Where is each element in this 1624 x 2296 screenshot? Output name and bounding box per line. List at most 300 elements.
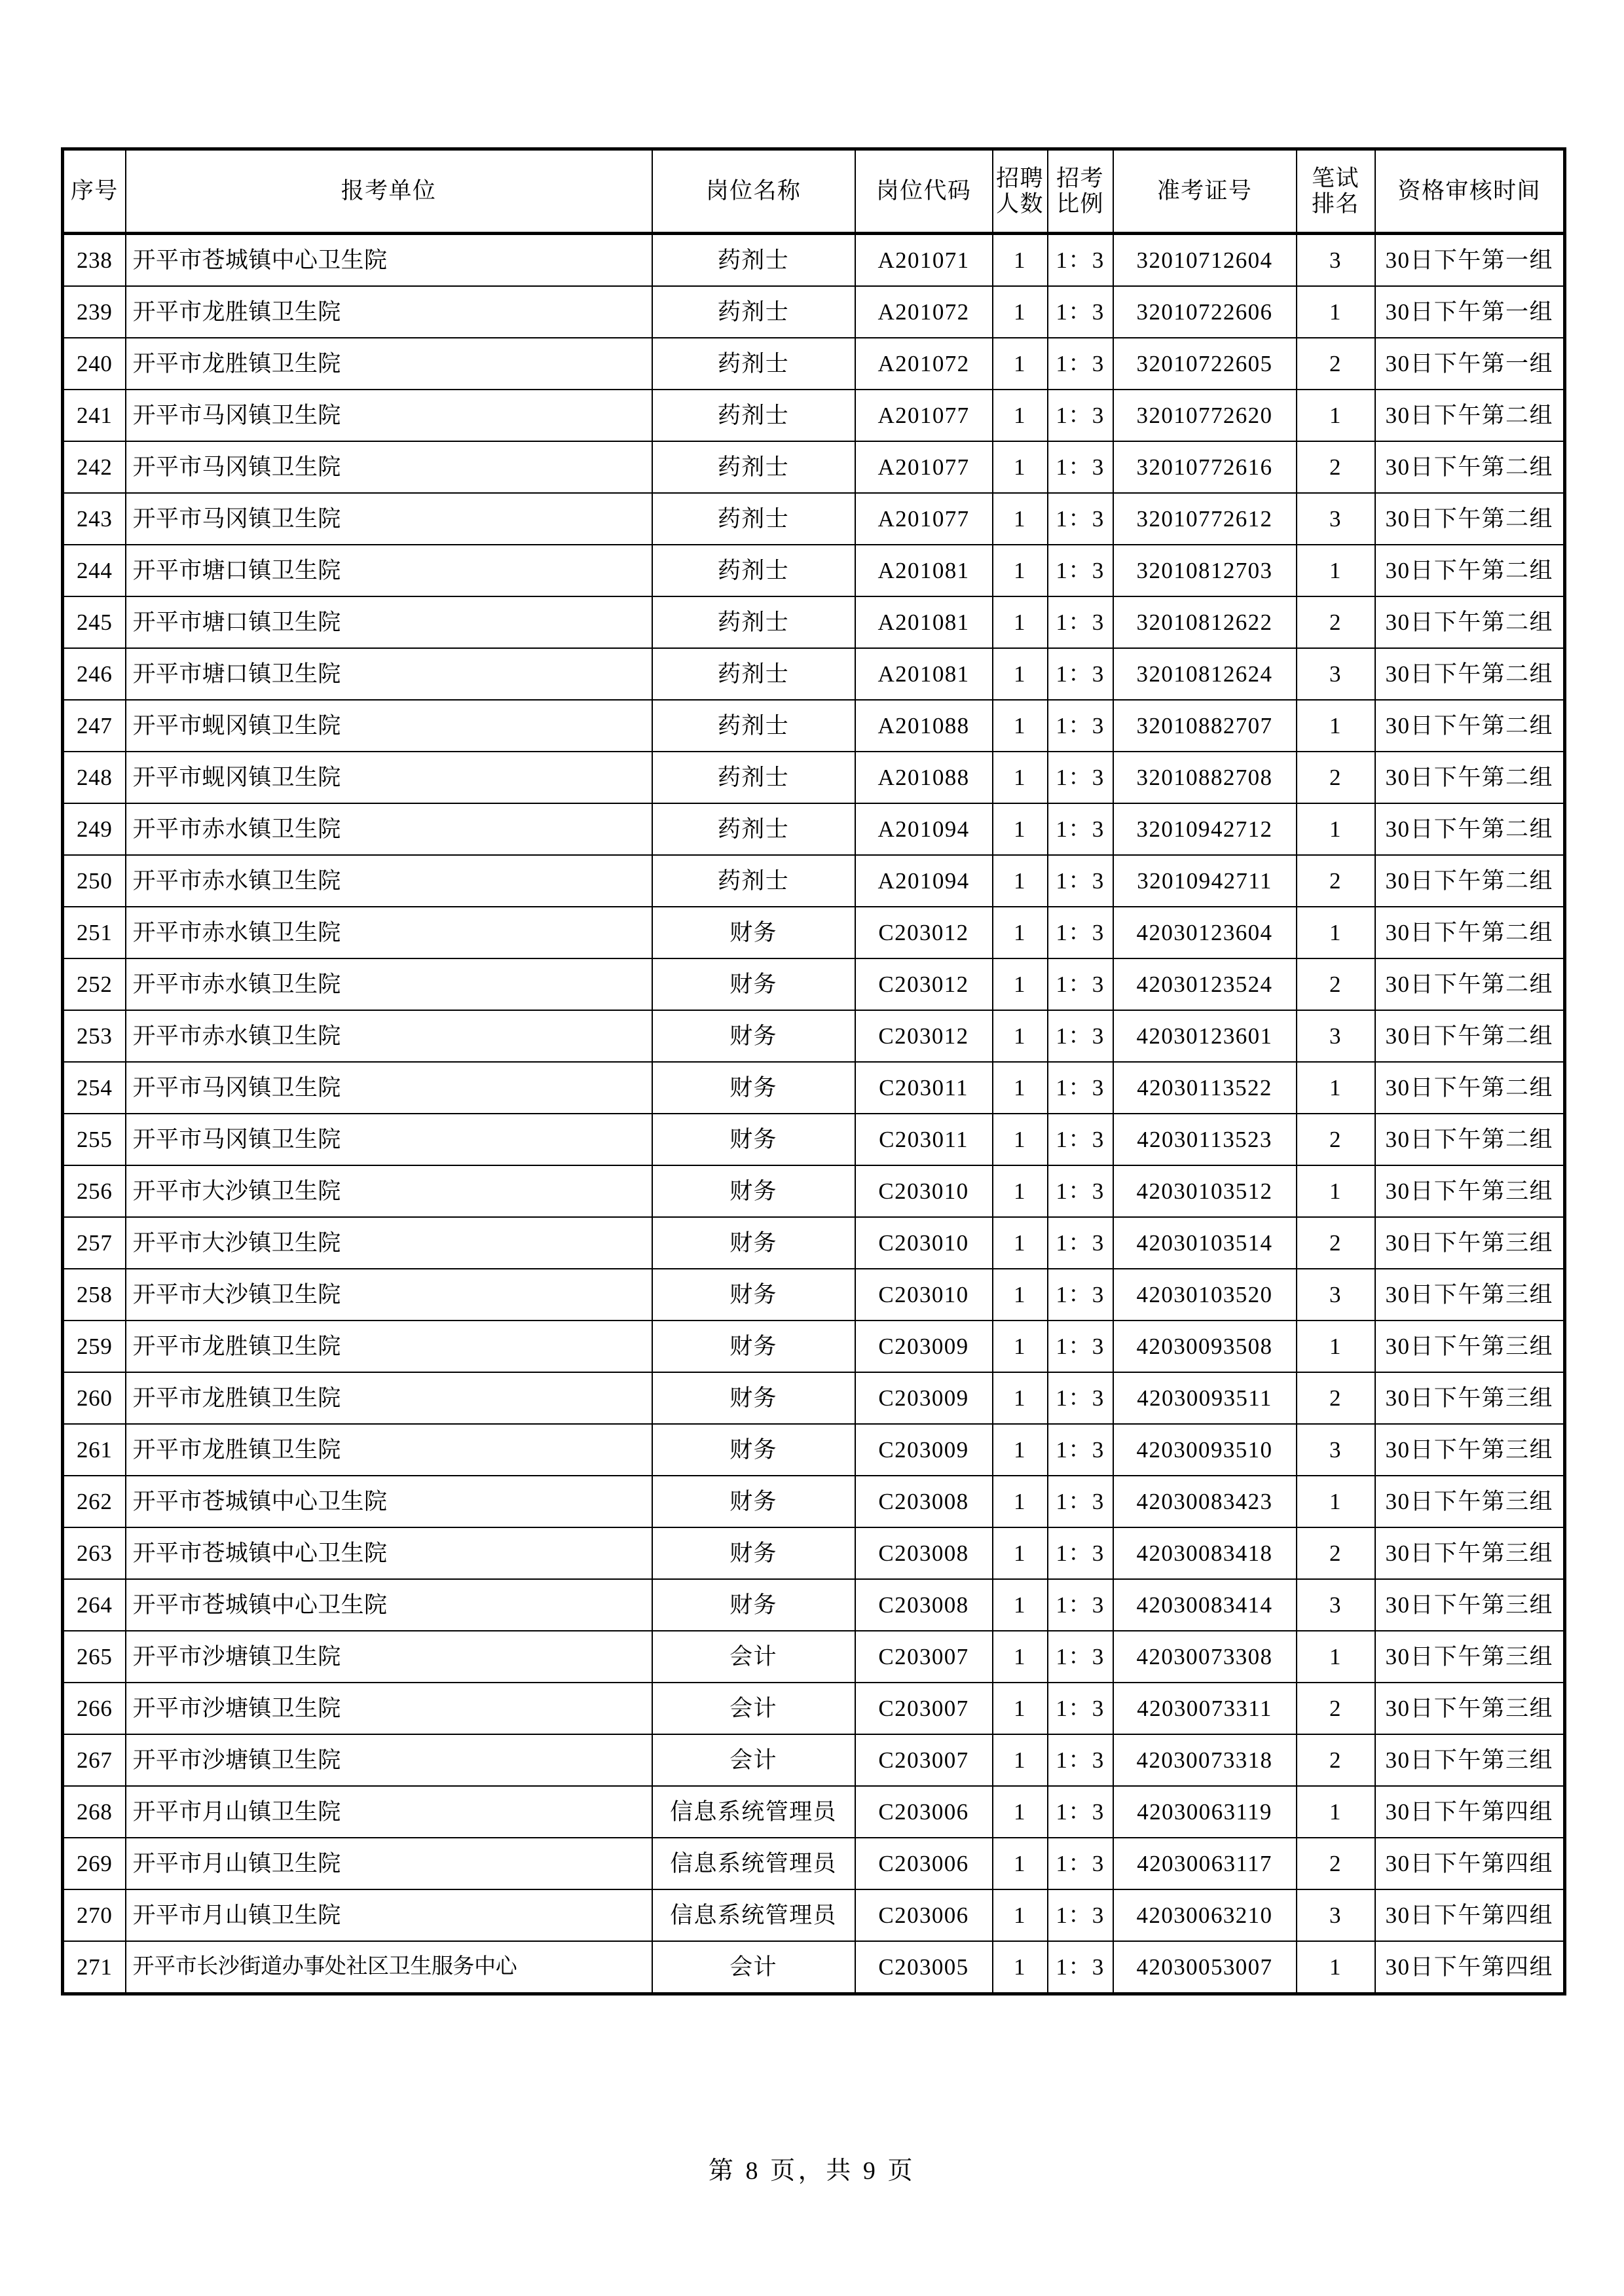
cell-code: A201071 [855,234,993,287]
cell-seq: 242 [63,441,126,493]
cell-unit: 开平市龙胜镇卫生院 [126,286,652,338]
table-row [63,390,1565,441]
cell-code: A201072 [855,338,993,390]
cell-ratio: 1：3 [1048,1372,1113,1424]
column-header-line: 比例 [1056,191,1104,217]
cell-admit: 32010772616 [1113,441,1297,493]
table-row [63,1062,1565,1114]
cell-seq: 245 [63,596,126,648]
cell-seq: 241 [63,390,126,441]
cell-ratio: 1：3 [1048,1527,1113,1579]
column-header-admit: 准考证号 [1113,149,1297,234]
cell-post: 信息系统管理员 [652,1838,855,1889]
cell-ratio: 1：3 [1048,700,1113,752]
cell-review: 30日下午第三组 [1375,1734,1565,1786]
cell-code: A201081 [855,596,993,648]
table-row [63,1269,1565,1321]
cell-post: 财务 [652,1372,855,1424]
cell-headcount: 1 [993,1269,1048,1321]
cell-unit: 开平市苍城镇中心卫生院 [126,1476,652,1527]
cell-code: C203012 [855,907,993,958]
cell-admit: 42030073308 [1113,1631,1297,1683]
cell-code: A201072 [855,286,993,338]
cell-rank: 3 [1297,234,1375,287]
column-header-seq: 序号 [63,149,126,234]
cell-review: 30日下午第三组 [1375,1683,1565,1734]
cell-headcount: 1 [993,752,1048,803]
cell-post: 财务 [652,1217,855,1269]
header-row [63,149,1565,234]
cell-code: C203011 [855,1062,993,1114]
cell-headcount: 1 [993,1114,1048,1165]
cell-admit: 42030063210 [1113,1889,1297,1941]
cell-headcount: 1 [993,1217,1048,1269]
cell-admit: 42030103514 [1113,1217,1297,1269]
cell-review: 30日下午第二组 [1375,752,1565,803]
cell-rank: 1 [1297,1062,1375,1114]
cell-review: 30日下午第三组 [1375,1631,1565,1683]
table-row [63,1321,1565,1372]
cell-unit: 开平市沙塘镇卫生院 [126,1734,652,1786]
cell-review: 30日下午第二组 [1375,958,1565,1010]
cell-headcount: 1 [993,803,1048,855]
cell-review: 30日下午第一组 [1375,234,1565,287]
cell-seq: 250 [63,855,126,907]
cell-review: 30日下午第三组 [1375,1372,1565,1424]
cell-headcount: 1 [993,1527,1048,1579]
cell-post: 财务 [652,1527,855,1579]
cell-headcount: 1 [993,1786,1048,1838]
table-header [63,149,1565,234]
cell-headcount: 1 [993,1579,1048,1631]
cell-code: C203007 [855,1734,993,1786]
cell-code: C203007 [855,1683,993,1734]
cell-seq: 244 [63,545,126,596]
cell-rank: 3 [1297,1269,1375,1321]
cell-post: 财务 [652,1321,855,1372]
cell-seq: 261 [63,1424,126,1476]
cell-post: 药剂士 [652,493,855,545]
cell-headcount: 1 [993,596,1048,648]
cell-ratio: 1：3 [1048,1062,1113,1114]
table-body [63,234,1565,1994]
table-row [63,1941,1565,1994]
cell-rank: 2 [1297,958,1375,1010]
cell-rank: 2 [1297,441,1375,493]
cell-headcount: 1 [993,1062,1048,1114]
cell-review: 30日下午第二组 [1375,596,1565,648]
cell-seq: 269 [63,1838,126,1889]
cell-seq: 268 [63,1786,126,1838]
column-header-line: 人数 [996,191,1044,217]
cell-headcount: 1 [993,1321,1048,1372]
cell-ratio: 1：3 [1048,907,1113,958]
table-row [63,1165,1565,1217]
cell-unit: 开平市龙胜镇卫生院 [126,1424,652,1476]
cell-code: C203009 [855,1372,993,1424]
cell-review: 30日下午第二组 [1375,545,1565,596]
cell-unit: 开平市月山镇卫生院 [126,1838,652,1889]
table-row [63,1424,1565,1476]
cell-ratio: 1：3 [1048,1838,1113,1889]
cell-ratio: 1：3 [1048,1786,1113,1838]
cell-review: 30日下午第三组 [1375,1165,1565,1217]
cell-headcount: 1 [993,1734,1048,1786]
cell-headcount: 1 [993,1631,1048,1683]
table-row [63,752,1565,803]
cell-headcount: 1 [993,1010,1048,1062]
cell-seq: 243 [63,493,126,545]
cell-headcount: 1 [993,234,1048,287]
table-row [63,493,1565,545]
cell-code: C203010 [855,1217,993,1269]
cell-headcount: 1 [993,958,1048,1010]
cell-seq: 263 [63,1527,126,1579]
cell-unit: 开平市马冈镇卫生院 [126,1062,652,1114]
cell-headcount: 1 [993,441,1048,493]
cell-unit: 开平市沙塘镇卫生院 [126,1631,652,1683]
cell-code: C203006 [855,1786,993,1838]
cell-unit: 开平市沙塘镇卫生院 [126,1683,652,1734]
cell-rank: 2 [1297,1838,1375,1889]
cell-ratio: 1：3 [1048,1321,1113,1372]
cell-seq: 259 [63,1321,126,1372]
cell-headcount: 1 [993,338,1048,390]
column-header-unit: 报考单位 [126,149,652,234]
cell-rank: 1 [1297,545,1375,596]
cell-code: C203007 [855,1631,993,1683]
cell-code: C203010 [855,1269,993,1321]
cell-seq: 252 [63,958,126,1010]
cell-rank: 1 [1297,286,1375,338]
cell-headcount: 1 [993,907,1048,958]
cell-admit: 42030063117 [1113,1838,1297,1889]
cell-rank: 1 [1297,700,1375,752]
cell-code: A201077 [855,390,993,441]
cell-ratio: 1：3 [1048,234,1113,287]
cell-ratio: 1：3 [1048,958,1113,1010]
table-row [63,1734,1565,1786]
table-row [63,1838,1565,1889]
cell-seq: 239 [63,286,126,338]
cell-code: A201088 [855,700,993,752]
cell-post: 会计 [652,1941,855,1994]
cell-seq: 246 [63,648,126,700]
cell-headcount: 1 [993,1165,1048,1217]
cell-admit: 32010772612 [1113,493,1297,545]
cell-post: 财务 [652,958,855,1010]
cell-code: C203006 [855,1838,993,1889]
table-row [63,648,1565,700]
cell-admit: 42030083418 [1113,1527,1297,1579]
cell-code: C203006 [855,1889,993,1941]
cell-unit: 开平市长沙街道办事处社区卫生服务中心 [126,1941,652,1994]
cell-seq: 240 [63,338,126,390]
table-row [63,958,1565,1010]
cell-review: 30日下午第二组 [1375,1010,1565,1062]
cell-unit: 开平市马冈镇卫生院 [126,493,652,545]
cell-admit: 32010722605 [1113,338,1297,390]
cell-post: 会计 [652,1683,855,1734]
cell-post: 药剂士 [652,752,855,803]
cell-review: 30日下午第四组 [1375,1786,1565,1838]
cell-unit: 开平市塘口镇卫生院 [126,545,652,596]
cell-post: 财务 [652,1062,855,1114]
cell-ratio: 1：3 [1048,1114,1113,1165]
cell-seq: 256 [63,1165,126,1217]
cell-admit: 32010942711 [1113,855,1297,907]
cell-rank: 1 [1297,1631,1375,1683]
cell-post: 财务 [652,907,855,958]
cell-admit: 32010772620 [1113,390,1297,441]
column-header-code: 岗位代码 [855,149,993,234]
cell-rank: 3 [1297,1889,1375,1941]
cell-code: C203009 [855,1424,993,1476]
cell-rank: 2 [1297,1734,1375,1786]
cell-headcount: 1 [993,855,1048,907]
cell-unit: 开平市蚬冈镇卫生院 [126,752,652,803]
cell-review: 30日下午第三组 [1375,1527,1565,1579]
cell-unit: 开平市苍城镇中心卫生院 [126,1527,652,1579]
cell-seq: 264 [63,1579,126,1631]
cell-unit: 开平市塘口镇卫生院 [126,648,652,700]
cell-post: 财务 [652,1269,855,1321]
cell-review: 30日下午第二组 [1375,907,1565,958]
cell-rank: 3 [1297,1424,1375,1476]
cell-post: 财务 [652,1010,855,1062]
page-footer: 第 8 页，共 9 页 [708,2157,916,2185]
table-row [63,1889,1565,1941]
table-row [63,441,1565,493]
cell-review: 30日下午第四组 [1375,1838,1565,1889]
cell-post: 财务 [652,1424,855,1476]
cell-headcount: 1 [993,493,1048,545]
cell-review: 30日下午第三组 [1375,1476,1565,1527]
cell-admit: 32010882708 [1113,752,1297,803]
cell-rank: 2 [1297,1527,1375,1579]
cell-post: 药剂士 [652,441,855,493]
cell-post: 财务 [652,1165,855,1217]
cell-review: 30日下午第三组 [1375,1579,1565,1631]
cell-ratio: 1：3 [1048,441,1113,493]
cell-rank: 1 [1297,803,1375,855]
cell-review: 30日下午第二组 [1375,1062,1565,1114]
cell-seq: 255 [63,1114,126,1165]
cell-headcount: 1 [993,1941,1048,1994]
cell-admit: 42030093510 [1113,1424,1297,1476]
cell-seq: 254 [63,1062,126,1114]
table-row [63,545,1565,596]
cell-rank: 1 [1297,907,1375,958]
cell-admit: 42030103512 [1113,1165,1297,1217]
cell-seq: 266 [63,1683,126,1734]
cell-post: 会计 [652,1734,855,1786]
cell-rank: 2 [1297,1372,1375,1424]
cell-ratio: 1：3 [1048,390,1113,441]
cell-admit: 42030093511 [1113,1372,1297,1424]
cell-ratio: 1：3 [1048,1579,1113,1631]
cell-admit: 42030093508 [1113,1321,1297,1372]
cell-headcount: 1 [993,1889,1048,1941]
cell-code: C203008 [855,1476,993,1527]
cell-code: C203012 [855,1010,993,1062]
cell-seq: 238 [63,234,126,287]
cell-review: 30日下午第二组 [1375,1114,1565,1165]
table-row [63,700,1565,752]
cell-post: 药剂士 [652,545,855,596]
cell-review: 30日下午第二组 [1375,441,1565,493]
cell-unit: 开平市龙胜镇卫生院 [126,1372,652,1424]
cell-admit: 32010942712 [1113,803,1297,855]
cell-unit: 开平市大沙镇卫生院 [126,1165,652,1217]
cell-admit: 42030083423 [1113,1476,1297,1527]
table-row [63,1114,1565,1165]
cell-seq: 258 [63,1269,126,1321]
cell-rank: 2 [1297,1683,1375,1734]
column-header-review: 资格审核时间 [1375,149,1565,234]
cell-code: A201094 [855,803,993,855]
cell-ratio: 1：3 [1048,1631,1113,1683]
cell-admit: 42030123524 [1113,958,1297,1010]
cell-review: 30日下午第三组 [1375,1269,1565,1321]
cell-post: 信息系统管理员 [652,1786,855,1838]
column-header-line: 笔试 [1312,165,1359,191]
cell-unit: 开平市赤水镇卫生院 [126,907,652,958]
cell-seq: 260 [63,1372,126,1424]
cell-unit: 开平市大沙镇卫生院 [126,1269,652,1321]
cell-rank: 2 [1297,596,1375,648]
cell-admit: 42030123604 [1113,907,1297,958]
cell-admit: 42030123601 [1113,1010,1297,1062]
cell-ratio: 1：3 [1048,1889,1113,1941]
cell-seq: 253 [63,1010,126,1062]
column-header-post: 岗位名称 [652,149,855,234]
cell-code: C203005 [855,1941,993,1994]
cell-post: 会计 [652,1631,855,1683]
cell-headcount: 1 [993,700,1048,752]
cell-headcount: 1 [993,545,1048,596]
cell-ratio: 1：3 [1048,286,1113,338]
table-row [63,803,1565,855]
cell-review: 30日下午第三组 [1375,1217,1565,1269]
column-header-line: 招考 [1056,165,1104,191]
cell-review: 30日下午第二组 [1375,803,1565,855]
table-row [63,1786,1565,1838]
cell-post: 药剂士 [652,855,855,907]
cell-rank: 1 [1297,1321,1375,1372]
cell-headcount: 1 [993,1476,1048,1527]
cell-headcount: 1 [993,1372,1048,1424]
cell-seq: 267 [63,1734,126,1786]
cell-admit: 42030103520 [1113,1269,1297,1321]
cell-admit: 42030063119 [1113,1786,1297,1838]
cell-code: C203011 [855,1114,993,1165]
cell-ratio: 1：3 [1048,1476,1113,1527]
cell-ratio: 1：3 [1048,803,1113,855]
cell-code: C203009 [855,1321,993,1372]
cell-rank: 1 [1297,390,1375,441]
cell-unit: 开平市马冈镇卫生院 [126,441,652,493]
cell-seq: 270 [63,1889,126,1941]
cell-seq: 247 [63,700,126,752]
cell-review: 30日下午第二组 [1375,648,1565,700]
cell-admit: 32010812703 [1113,545,1297,596]
cell-post: 药剂士 [652,803,855,855]
table-row [63,234,1565,287]
cell-review: 30日下午第四组 [1375,1941,1565,1994]
cell-admit: 42030083414 [1113,1579,1297,1631]
cell-code: A201077 [855,441,993,493]
cell-review: 30日下午第二组 [1375,390,1565,441]
cell-ratio: 1：3 [1048,752,1113,803]
cell-rank: 2 [1297,752,1375,803]
table-row [63,1010,1565,1062]
cell-post: 药剂士 [652,338,855,390]
cell-code: A201081 [855,648,993,700]
cell-unit: 开平市马冈镇卫生院 [126,390,652,441]
cell-unit: 开平市龙胜镇卫生院 [126,1321,652,1372]
cell-ratio: 1：3 [1048,855,1113,907]
cell-admit: 42030053007 [1113,1941,1297,1994]
cell-post: 财务 [652,1476,855,1527]
column-header-line: 招聘 [996,165,1044,191]
cell-unit: 开平市塘口镇卫生院 [126,596,652,648]
cell-rank: 1 [1297,1786,1375,1838]
cell-ratio: 1：3 [1048,1269,1113,1321]
cell-rank: 3 [1297,1010,1375,1062]
cell-admit: 32010712604 [1113,234,1297,287]
cell-headcount: 1 [993,1838,1048,1889]
cell-ratio: 1：3 [1048,648,1113,700]
cell-post: 药剂士 [652,390,855,441]
cell-code: C203008 [855,1527,993,1579]
cell-unit: 开平市龙胜镇卫生院 [126,338,652,390]
cell-post: 药剂士 [652,648,855,700]
cell-review: 30日下午第一组 [1375,338,1565,390]
cell-ratio: 1：3 [1048,1217,1113,1269]
cell-admit: 42030113523 [1113,1114,1297,1165]
cell-code: A201077 [855,493,993,545]
cell-rank: 1 [1297,1476,1375,1527]
cell-unit: 开平市蚬冈镇卫生院 [126,700,652,752]
table-row [63,286,1565,338]
candidate-roster-table [61,147,1566,1995]
cell-headcount: 1 [993,390,1048,441]
table-row [63,1372,1565,1424]
cell-review: 30日下午第四组 [1375,1889,1565,1941]
cell-ratio: 1：3 [1048,1734,1113,1786]
cell-unit: 开平市赤水镇卫生院 [126,958,652,1010]
cell-headcount: 1 [993,286,1048,338]
cell-seq: 257 [63,1217,126,1269]
cell-ratio: 1：3 [1048,1941,1113,1994]
cell-ratio: 1：3 [1048,493,1113,545]
cell-post: 财务 [652,1114,855,1165]
column-header-ratio [1048,149,1113,234]
cell-rank: 3 [1297,1579,1375,1631]
cell-rank: 2 [1297,855,1375,907]
cell-unit: 开平市赤水镇卫生院 [126,803,652,855]
cell-rank: 1 [1297,1941,1375,1994]
cell-seq: 271 [63,1941,126,1994]
cell-admit: 32010882707 [1113,700,1297,752]
table-row [63,596,1565,648]
cell-rank: 2 [1297,338,1375,390]
cell-unit: 开平市赤水镇卫生院 [126,855,652,907]
cell-rank: 2 [1297,1217,1375,1269]
cell-review: 30日下午第一组 [1375,286,1565,338]
cell-post: 财务 [652,1579,855,1631]
